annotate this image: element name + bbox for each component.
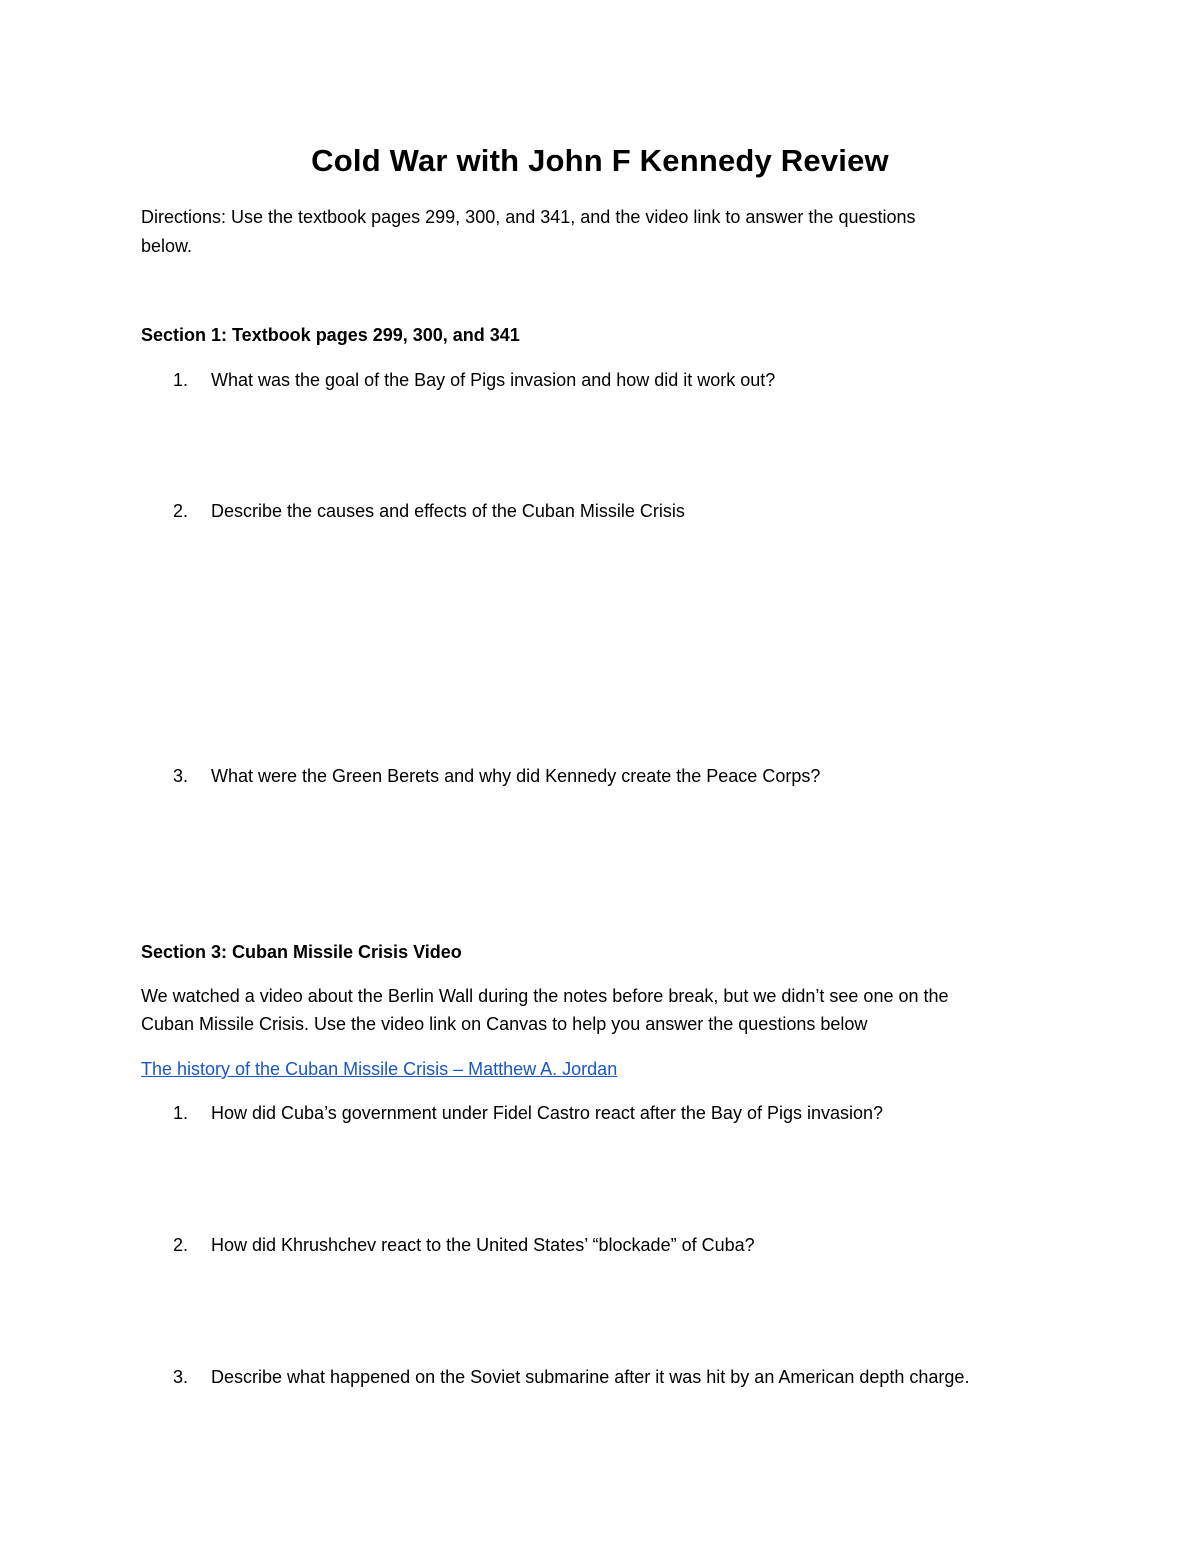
question-number: 2. bbox=[173, 501, 189, 521]
section-3-intro-line-2: Cuban Missile Crisis. Use the video link on Canvas to help you answer the questions below bbox=[141, 1014, 868, 1034]
page-title: Cold War with John F Kennedy Review bbox=[311, 143, 889, 178]
directions-line-1: Directions: Use the textbook pages 299, 300, and 341, and the video link to answer the questions bbox=[141, 207, 916, 227]
section-1-question-1 bbox=[173, 366, 1073, 395]
question-number: 3. bbox=[173, 766, 189, 786]
question-text: Describe the causes and effects of the Cuban Missile Crisis bbox=[211, 501, 685, 521]
question-number: 1. bbox=[173, 1103, 189, 1123]
question-text: Describe what happened on the Soviet submarine after it was hit by an American depth charge. bbox=[211, 1367, 970, 1387]
section-3-intro-line-1: We watched a video about the Berlin Wall during the notes before break, but we didn’t see one on the bbox=[141, 986, 949, 1006]
section-3-question-1 bbox=[173, 1099, 1073, 1128]
directions-line-2: below. bbox=[141, 236, 193, 256]
question-text: How did Cuba’s government under Fidel Castro react after the Bay of Pigs invasion? bbox=[211, 1103, 884, 1123]
question-number: 2. bbox=[173, 1235, 189, 1255]
question-number: 3. bbox=[173, 1367, 189, 1387]
section-3-question-3 bbox=[173, 1363, 1073, 1392]
section-1-question-2 bbox=[173, 497, 1073, 526]
section-1-heading: Section 1: Textbook pages 299, 300, and 341 bbox=[141, 325, 520, 345]
section-3-question-2 bbox=[173, 1231, 1073, 1260]
video-link[interactable]: The history of the Cuban Missile Crisis – Matthew A. Jordan bbox=[141, 1059, 618, 1079]
section-1-question-3 bbox=[173, 762, 1073, 791]
section-3-heading: Section 3: Cuban Missile Crisis Video bbox=[141, 942, 462, 962]
question-text: How did Khrushchev react to the United States’ “blockade” of Cuba? bbox=[211, 1235, 755, 1255]
question-number: 1. bbox=[173, 370, 189, 390]
question-text: What was the goal of the Bay of Pigs invasion and how did it work out? bbox=[211, 370, 776, 390]
question-text: What were the Green Berets and why did Kennedy create the Peace Corps? bbox=[211, 766, 821, 786]
